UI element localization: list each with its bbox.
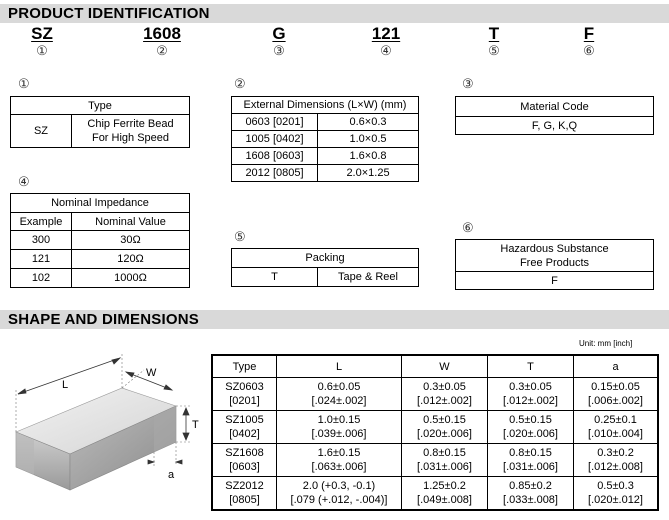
- impedance-example: 102: [11, 269, 72, 288]
- dimensions-code: 1005 [0402]: [232, 131, 318, 148]
- shape-dimensions-table: [212, 355, 658, 510]
- table-row: [213, 477, 658, 510]
- dims-t: 0.8±0.15 [.031±.006]: [488, 444, 574, 477]
- product-identification-heading: PRODUCT IDENTIFICATION: [0, 4, 669, 23]
- thickness-dimension-arrow: [183, 408, 189, 440]
- type-code: SZ: [11, 115, 72, 148]
- dims-t: 0.85±0.2 [.033±.008]: [488, 477, 574, 510]
- code-marker-4: ④: [380, 43, 392, 58]
- table-row: [11, 231, 190, 250]
- code-part-material: [254, 24, 304, 58]
- dimensions-table-marker: ②: [234, 76, 246, 91]
- dims-a: 0.5±0.3 [.020±.012]: [574, 477, 658, 510]
- impedance-table-marker: ④: [18, 174, 30, 189]
- dims-a: 0.3±0.2 [.012±.008]: [574, 444, 658, 477]
- code-part-dimensions: [137, 24, 187, 58]
- impedance-value: 30Ω: [72, 231, 190, 250]
- dimensions-value: 2.0×1.25: [318, 165, 419, 182]
- dimensions-value: 1.0×0.5: [318, 131, 419, 148]
- thickness-label: T: [192, 419, 199, 431]
- code-impedance: 121: [371, 24, 401, 43]
- hazard-table-header: [456, 240, 654, 272]
- packing-table-header: Packing: [232, 249, 419, 268]
- table-row: [213, 411, 658, 444]
- dims-col-t: T: [488, 356, 574, 378]
- material-code-value: F, G, K,Q: [456, 117, 654, 135]
- terminal-label: a: [168, 469, 175, 481]
- type-description-line2: For High Speed: [91, 132, 170, 144]
- dims-col-w: W: [402, 356, 488, 378]
- impedance-example: 300: [11, 231, 72, 250]
- dims-w: 1.25±0.2 [.049±.008]: [402, 477, 488, 510]
- type-table-marker: ①: [18, 76, 30, 91]
- dims-w: 0.8±0.15 [.031±.006]: [402, 444, 488, 477]
- code-part-packing: [469, 24, 519, 58]
- width-label: W: [146, 367, 157, 379]
- code-marker-5: ⑤: [488, 43, 500, 58]
- packing-table-marker: ⑤: [234, 229, 246, 244]
- dims-col-type: Type: [213, 356, 277, 378]
- hazard-value: F: [456, 272, 654, 290]
- impedance-example: 121: [11, 250, 72, 269]
- code-packing: T: [488, 24, 500, 43]
- nominal-impedance-table: [10, 193, 190, 288]
- dimensions-table-header: External Dimensions (L×W) (mm): [232, 97, 419, 114]
- dimensions-code: 2012 [0805]: [232, 165, 318, 182]
- material-code-table: [455, 96, 654, 135]
- external-dimensions-table: [231, 96, 419, 182]
- dims-type: SZ2012 [0805]: [213, 477, 277, 510]
- dims-type: SZ0603 [0201]: [213, 378, 277, 411]
- length-dimension-arrow: [18, 358, 120, 394]
- dims-type: SZ1608 [0603]: [213, 444, 277, 477]
- dims-l: 1.6±0.15 [.063±.006]: [277, 444, 402, 477]
- dims-w: 0.5±0.15 [.020±.006]: [402, 411, 488, 444]
- dims-a: 0.15±0.05 [.006±.002]: [574, 378, 658, 411]
- dims-l: 0.6±0.05 [.024±.002]: [277, 378, 402, 411]
- dimensions-code: 0603 [0201]: [232, 114, 318, 131]
- packing-code: T: [232, 268, 318, 287]
- code-part-hazard: [564, 24, 614, 58]
- code-part-impedance: [361, 24, 411, 58]
- packing-value: Tape & Reel: [318, 268, 419, 287]
- dims-col-a: a: [574, 356, 658, 378]
- table-row: [11, 250, 190, 269]
- terminal-dimension-arrow: [148, 460, 182, 464]
- code-marker-3: ③: [273, 43, 285, 58]
- type-description: [72, 115, 190, 148]
- material-table-header: Material Code: [456, 97, 654, 117]
- table-row: [11, 269, 190, 288]
- packing-table: [231, 248, 419, 287]
- hazard-header-line2: Free Products: [519, 256, 590, 269]
- table-row: [232, 165, 419, 182]
- code-marker-6: ⑥: [583, 43, 595, 58]
- length-label: L: [62, 379, 69, 391]
- impedance-col-value: Nominal Value: [72, 213, 190, 231]
- code-marker-2: ②: [156, 43, 168, 58]
- code-part-series: [17, 24, 67, 58]
- impedance-value: 1000Ω: [72, 269, 190, 288]
- type-table-header: Type: [11, 97, 190, 115]
- type-table: [10, 96, 190, 148]
- material-table-marker: ③: [462, 76, 474, 91]
- dims-a: 0.25±0.1 [.010±.004]: [574, 411, 658, 444]
- code-hazard: F: [583, 24, 595, 43]
- code-dimensions: 1608: [143, 24, 181, 43]
- table-row: [213, 444, 658, 477]
- type-description-line1: Chip Ferrite Bead: [87, 118, 174, 130]
- dims-w: 0.3±0.05 [.012±.002]: [402, 378, 488, 411]
- table-row: [232, 114, 419, 131]
- impedance-table-header: Nominal Impedance: [11, 194, 190, 213]
- dims-type: SZ1005 [0402]: [213, 411, 277, 444]
- code-material: G: [272, 24, 286, 43]
- dims-l: 1.0±0.15 [.039±.006]: [277, 411, 402, 444]
- table-row: [232, 131, 419, 148]
- unit-note: Unit: mm [inch]: [579, 339, 633, 348]
- dims-t: 0.5±0.15 [.020±.006]: [488, 411, 574, 444]
- hazard-header-line1: Hazardous Substance: [500, 242, 609, 255]
- code-marker-1: ①: [36, 43, 48, 58]
- dims-l: 2.0 (+0.3, -0.1) [.079 (+.012, -.004)]: [277, 477, 402, 510]
- chip-dimension-diagram: [4, 350, 204, 512]
- table-row: [232, 148, 419, 165]
- hazard-table-marker: ⑥: [462, 220, 474, 235]
- dimensions-value: 1.6×0.8: [318, 148, 419, 165]
- dims-t: 0.3±0.05 [.012±.002]: [488, 378, 574, 411]
- hazardous-substance-table: [455, 239, 654, 290]
- impedance-col-example: Example: [11, 213, 72, 231]
- shape-dimensions-heading: SHAPE AND DIMENSIONS: [0, 310, 669, 329]
- code-series: SZ: [31, 24, 53, 43]
- impedance-value: 120Ω: [72, 250, 190, 269]
- dimensions-code: 1608 [0603]: [232, 148, 318, 165]
- dims-col-l: L: [277, 356, 402, 378]
- table-row: [213, 378, 658, 411]
- dimensions-value: 0.6×0.3: [318, 114, 419, 131]
